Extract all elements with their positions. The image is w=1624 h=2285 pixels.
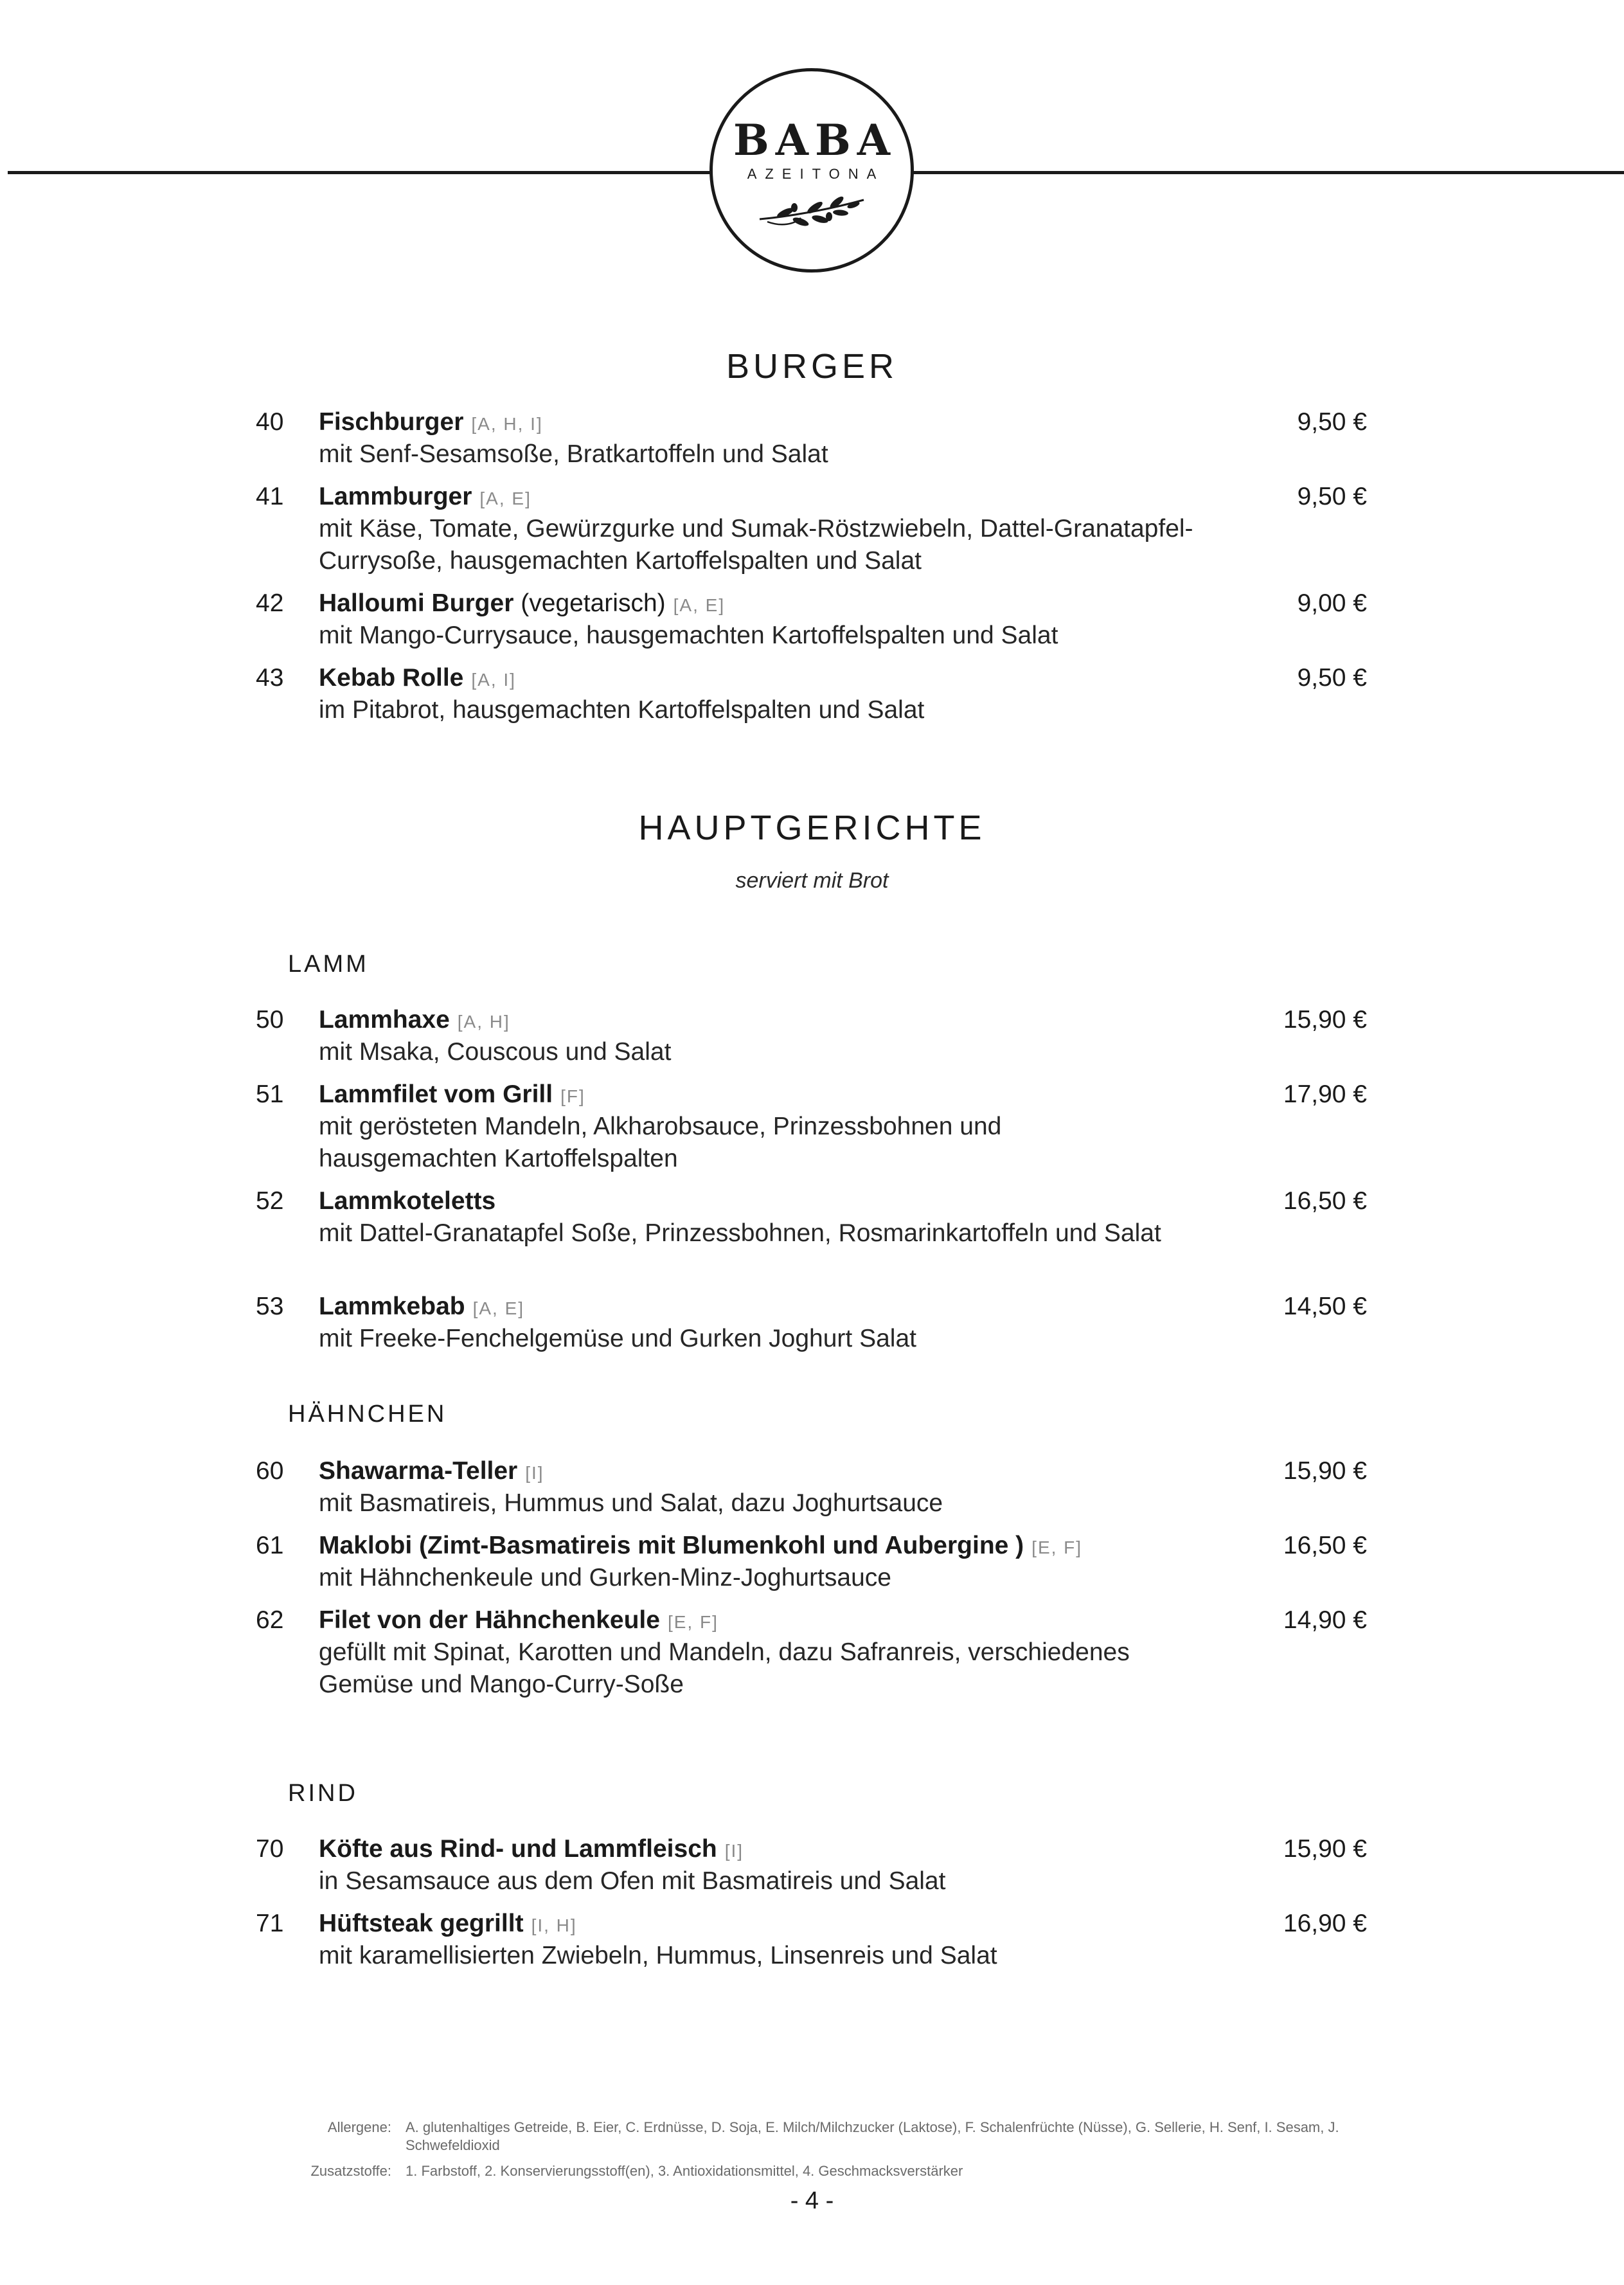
- item-allergens: [A, E]: [479, 488, 531, 508]
- item-description: mit Senf-Sesamsoße, Bratkartoffeln und Salat: [319, 440, 828, 468]
- item-description: mit Hähnchenkeule und Gurken-Minz-Joghurtsauce: [319, 1564, 891, 1591]
- subsection-title-lamm: LAMM: [288, 951, 369, 978]
- additives-label: Zusatzstoffe:: [310, 2163, 391, 2179]
- item-allergens: [A, H, I]: [471, 414, 543, 434]
- logo-subtitle: AZEITONA: [747, 166, 885, 182]
- section-title-hauptgerichte: HAUPTGERICHTE: [638, 809, 986, 847]
- page-number: - 4 -: [790, 2187, 834, 2214]
- item-number: 42: [256, 589, 284, 617]
- item-allergens: [A, I]: [471, 670, 516, 690]
- item-price: 16,50 €: [1283, 1532, 1367, 1559]
- item-number: 71: [256, 1910, 284, 1937]
- item-price: 16,50 €: [1283, 1187, 1367, 1215]
- item-name: Lammfilet vom Grill [F]: [319, 1080, 585, 1108]
- item-name: Lammkoteletts: [319, 1187, 496, 1215]
- item-description: mit Mango-Currysauce, hausgemachten Kartoffelspalten und Salat: [319, 622, 1058, 649]
- item-number: 51: [256, 1080, 284, 1108]
- item-name: Maklobi (Zimt-Basmatireis mit Blumenkohl und Aubergine ) [E, F]: [319, 1532, 1083, 1559]
- item-number: 53: [256, 1293, 284, 1320]
- item-description: mit karamellisierten Zwiebeln, Hummus, Linsenreis und Salat: [319, 1942, 997, 1969]
- item-price: 9,00 €: [1297, 589, 1367, 617]
- item-name: Lammkebab [A, E]: [319, 1293, 525, 1320]
- item-name: Lammburger [A, E]: [319, 483, 531, 510]
- section-note: serviert mit Brot: [735, 868, 889, 893]
- item-number: 61: [256, 1532, 284, 1559]
- item-description: mit Basmatireis, Hummus und Salat, dazu Joghurtsauce: [319, 1489, 943, 1517]
- item-price: 17,90 €: [1283, 1080, 1367, 1108]
- item-number: 40: [256, 408, 284, 436]
- item-price: 9,50 €: [1297, 664, 1367, 692]
- item-name: Shawarma-Teller [I]: [319, 1457, 544, 1485]
- item-price: 16,90 €: [1283, 1910, 1367, 1937]
- subsection-title-rind: RIND: [288, 1780, 358, 1807]
- item-description: mit Dattel-Granatapfel Soße, Prinzessbohnen, Rosmarinkartoffeln und Salat: [319, 1219, 1161, 1247]
- item-allergens: [F]: [560, 1086, 585, 1106]
- item-description: in Sesamsauce aus dem Ofen mit Basmatireis und Salat: [319, 1867, 946, 1895]
- item-description: mit Msaka, Couscous und Salat: [319, 1038, 672, 1066]
- item-description: mit Freeke-Fenchelgemüse und Gurken Joghurt Salat: [319, 1325, 916, 1352]
- item-price: 15,90 €: [1283, 1457, 1367, 1485]
- item-name: Köfte aus Rind- und Lammfleisch [I]: [319, 1835, 744, 1863]
- item-price: 15,90 €: [1283, 1835, 1367, 1863]
- item-description: gefüllt mit Spinat, Karotten und Mandeln, dazu Safranreis, verschiedenes Gemüse und Mango-Curry-Soße: [319, 1638, 1130, 1698]
- item-name: Halloumi Burger (vegetarisch) [A, E]: [319, 589, 726, 617]
- item-name: Hüftsteak gegrillt [I, H]: [319, 1910, 577, 1937]
- item-number: 43: [256, 664, 284, 692]
- item-number: 60: [256, 1457, 284, 1485]
- item-name: Lammhaxe [A, H]: [319, 1006, 510, 1034]
- subsection-title-haehnchen: HÄHNCHEN: [288, 1401, 447, 1428]
- item-number: 50: [256, 1006, 284, 1034]
- item-allergens: [I]: [525, 1463, 544, 1483]
- logo-wordmark: BABA: [733, 115, 897, 165]
- item-number: 70: [256, 1835, 284, 1863]
- item-price: 14,50 €: [1283, 1293, 1367, 1320]
- item-description: mit gerösteten Mandeln, Alkharobsauce, Prinzessbohnen und hausgemachten Kartoffelspalten: [319, 1113, 1002, 1172]
- item-name: Kebab Rolle [A, I]: [319, 664, 516, 692]
- additives-legend: 1. Farbstoff, 2. Konservierungsstoff(en), 3. Antioxidationsmittel, 4. Geschmacksverstärker: [406, 2163, 963, 2179]
- item-number: 41: [256, 483, 284, 510]
- item-number: 52: [256, 1187, 284, 1215]
- item-price: 14,90 €: [1283, 1606, 1367, 1634]
- olive-branch-icon: [756, 191, 868, 233]
- item-number: 62: [256, 1606, 284, 1634]
- allergens-label: Allergene:: [327, 2119, 391, 2135]
- item-price: 9,50 €: [1297, 408, 1367, 436]
- item-allergens: [E, F]: [667, 1612, 718, 1632]
- item-description: im Pitabrot, hausgemachten Kartoffelspalten und Salat: [319, 696, 925, 724]
- item-allergens: [A, E]: [472, 1298, 525, 1318]
- item-price: 9,50 €: [1297, 483, 1367, 510]
- allergens-legend: A. glutenhaltiges Getreide, B. Eier, C. Erdnüsse, D. Soja, E. Milch/Milchzucker (Laktose), F. Schalenfrüchte (Nüsse), G. Sellerie, H. Senf, I. Sesam, J. Schwefeldioxid: [406, 2119, 1339, 2153]
- section-title-burger: BURGER: [726, 347, 898, 386]
- item-name: Fischburger [A, H, I]: [319, 408, 543, 436]
- item-allergens: [I]: [724, 1841, 744, 1861]
- item-description: mit Käse, Tomate, Gewürzgurke und Sumak-Röstzwiebeln, Dattel-Granatapfel-Currysoße, hausgemachten Kartoffelspalten und Salat: [319, 515, 1193, 575]
- item-allergens: [I, H]: [531, 1915, 577, 1935]
- item-price: 15,90 €: [1283, 1006, 1367, 1034]
- logo: [709, 68, 914, 273]
- item-allergens: [A, E]: [673, 595, 726, 615]
- item-allergens: [A, H]: [457, 1012, 510, 1032]
- item-name: Filet von der Hähnchenkeule [E, F]: [319, 1606, 718, 1634]
- item-allergens: [E, F]: [1031, 1537, 1083, 1557]
